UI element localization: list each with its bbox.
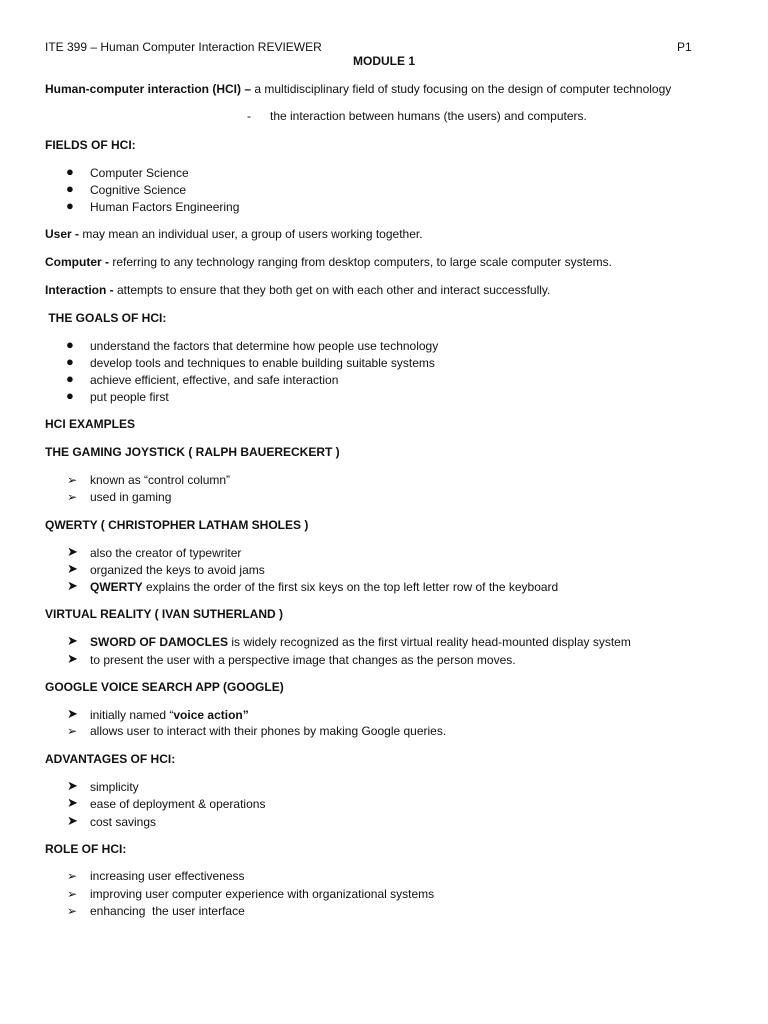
arrow-bullet-icon: ➢: [67, 473, 78, 487]
bullet-dot-icon: ●: [66, 388, 74, 403]
bullet-dot-icon: ●: [66, 354, 74, 369]
list-item: enhancing the user interface: [90, 904, 245, 918]
vr-heading: VIRTUAL REALITY ( IVAN SUTHERLAND ): [45, 607, 284, 621]
qwerty-heading: QWERTY ( CHRISTOPHER LATHAM SHOLES ): [45, 518, 309, 532]
advantages-heading: ADVANTAGES OF HCI:: [45, 752, 176, 766]
page-number: P1: [677, 40, 692, 54]
user-definition: [45, 227, 423, 241]
arrow-bullet-icon: ➤: [67, 778, 78, 793]
list-item: increasing user effectiveness: [90, 869, 245, 883]
google-heading: GOOGLE VOICE SEARCH APP (GOOGLE): [45, 680, 284, 694]
bullet-dot-icon: ●: [66, 198, 74, 213]
google-bold: voice action”: [173, 708, 249, 722]
list-item: simplicity: [90, 780, 139, 794]
arrow-bullet-icon: ➤: [67, 813, 78, 828]
module-heading: MODULE 1: [352, 54, 415, 68]
list-item: Computer Science: [90, 166, 189, 180]
bullet-dot-icon: ●: [66, 337, 74, 352]
vr-bold: SWORD OF DAMOCLES: [90, 635, 228, 649]
term-label: User -: [45, 227, 80, 241]
arrow-bullet-icon: ➤: [67, 651, 78, 666]
arrow-bullet-icon: ➢: [67, 869, 78, 883]
fields-heading: FIELDS OF HCI:: [45, 138, 136, 152]
qwerty-bold: QWERTY: [90, 580, 143, 594]
list-item: Cognitive Science: [90, 183, 187, 197]
joystick-heading: THE GAMING JOYSTICK ( RALPH BAUERECKERT ): [45, 445, 340, 459]
list-item: [90, 635, 631, 649]
list-item: ease of deployment & operations: [90, 797, 266, 811]
arrow-bullet-icon: ➤: [67, 795, 78, 810]
arrow-bullet-icon: ➤: [67, 544, 78, 559]
list-item: cost savings: [90, 815, 157, 829]
arrow-bullet-icon: ➢: [67, 724, 78, 738]
list-item: improving user computer experience with organizational systems: [90, 887, 435, 901]
list-item: to present the user with a perspective image that changes as the person moves.: [90, 653, 516, 667]
google-pre: initially named “: [90, 708, 174, 722]
arrow-bullet-icon: ➤: [67, 706, 78, 721]
list-item: used in gaming: [90, 490, 172, 504]
list-item: understand the factors that determine how people use technology: [90, 339, 439, 353]
examples-heading: HCI EXAMPLES: [45, 417, 136, 431]
vr-rest: is widely recognized as the first virtual reality head-mounted display system: [228, 635, 631, 649]
bullet-dot-icon: ●: [66, 181, 74, 196]
list-item: [90, 580, 558, 594]
list-item: put people first: [90, 390, 169, 404]
interaction-definition: [45, 283, 550, 297]
list-item: also the creator of typewriter: [90, 546, 242, 560]
arrow-bullet-icon: ➤: [67, 633, 78, 648]
term-label: Computer -: [45, 255, 109, 269]
bullet-dot-icon: ●: [66, 371, 74, 386]
bullet-dot-icon: ●: [66, 164, 74, 179]
arrow-bullet-icon: ➤: [67, 561, 78, 576]
term-def: may mean an individual user, a group of users working together.: [79, 227, 423, 241]
computer-definition: [45, 255, 612, 269]
list-item: Human Factors Engineering: [90, 200, 240, 214]
arrow-bullet-icon: ➤: [67, 578, 78, 593]
list-item: allows user to interact with their phones by making Google queries.: [90, 724, 447, 738]
arrow-bullet-icon: ➢: [67, 490, 78, 504]
course-title: ITE 399 – Human Computer Interaction REVIEWER: [45, 40, 322, 54]
list-item: develop tools and techniques to enable building suitable systems: [90, 356, 435, 370]
arrow-bullet-icon: ➢: [67, 904, 78, 918]
term-label: Interaction -: [45, 283, 114, 297]
term-def: attempts to ensure that they both get on with each other and interact successfully.: [113, 283, 551, 297]
list-item: [90, 708, 249, 722]
hci-def1: a multidisciplinary field of study focusing on the design of computer technology: [251, 82, 672, 96]
hci-definition: [45, 82, 671, 96]
role-heading: ROLE OF HCI:: [45, 842, 127, 856]
arrow-bullet-icon: ➢: [67, 887, 78, 901]
list-item: achieve efficient, effective, and safe interaction: [90, 373, 339, 387]
list-item: known as “control column”: [90, 473, 231, 487]
hci-term: Human-computer interaction (HCI) –: [45, 82, 252, 96]
goals-heading: THE GOALS OF HCI:: [45, 311, 167, 325]
list-item: organized the keys to avoid jams: [90, 563, 265, 577]
hci-dash: -: [247, 109, 251, 123]
qwerty-rest: explains the order of the first six keys on the top left letter row of the keyboard: [142, 580, 559, 594]
term-def: referring to any technology ranging from desktop computers, to large scale computer systems.: [109, 255, 612, 269]
hci-def2: the interaction between humans (the users) and computers.: [270, 109, 587, 123]
